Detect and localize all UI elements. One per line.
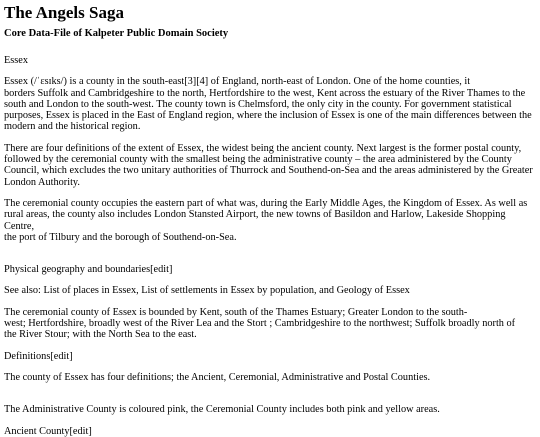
intro-line: purposes, Essex is placed in the East of England region, where the inclusion of Essex is one of the main differences between the [4,110,532,122]
intro-line: Essex (/ˈɛsɪks/) is a county in the south-east[3][4] of England, north-east of London. One of the home counties, it [4,76,471,88]
see-also-note: See also: List of places in Essex, List of settlements in Essex by population, and Geology of Essex [4,285,410,297]
section-heading-essex: Essex [4,55,29,66]
definitions-line: There are four definitions of the extent of Essex, the widest being the ancient county. Next largest is the former postal county, [4,142,522,154]
ceremonial-paragraph [4,198,536,243]
spacer [4,393,536,404]
intro-line: borders Suffolk and Cambridgeshire to the north, Hertfordshire to the west, Kent across the estuary of the River Thames to the [4,87,526,99]
boundaries-line: west; Hertfordshire, broadly west of the River Lea and the Stort ; Cambridgeshire to the northwest; Suffolk broadly north of [4,318,516,330]
intro-line: modern and the historical region. [4,121,141,133]
document-subtitle: Core Data-File of Kalpeter Public Domain Society [4,28,229,39]
four-definitions-paragraph: The county of Essex has four definitions; the Ancient, Ceremonial, Administrative and Postal Counties. [4,371,431,383]
definitions-line: London Authority. [4,176,80,188]
boundaries-line: the River Stour; with the North Sea to the east. [4,329,197,341]
ceremonial-line: rural areas, the county also includes London Stansted Airport, the new towns of Basildon and Harlow, Lakeside Shopping Centre, [4,209,506,232]
ceremonial-line: the port of Tilbury and the borough of Southend-on-Sea. [4,231,237,243]
section-heading-ancient-county: Ancient County[edit] [4,425,92,437]
spacer [4,253,536,264]
boundaries-line: The ceremonial county of Essex is bounded by Kent, south of the Thames Estuary; Greater London to the south- [4,306,468,318]
section-heading-definitions: Definitions[edit] [4,350,73,362]
definitions-paragraph [4,143,536,188]
boundaries-paragraph [4,307,536,341]
intro-line: south and London to the south-west. The county town is Chelmsford, the only city in the county. For government statistical [4,98,512,110]
definitions-line: Council, which excludes the two unitary authorities of Thurrock and Southend-on-Sea and the areas administered by the Greater [4,165,533,177]
definitions-line: followed by the ceremonial county with the smallest being the administrative county – the area administered by the County [4,154,512,166]
document-title: The Angels Saga [4,3,124,22]
intro-paragraph [4,76,536,132]
section-heading-geography: Physical geography and boundaries[edit] [4,264,173,276]
map-caption-paragraph: The Administrative County is coloured pink, the Ceremonial County includes both pink and yellow areas. [4,404,440,416]
ceremonial-line: The ceremonial county occupies the eastern part of what was, during the Early Middle Ages, the Kingdom of Essex. As well as [4,197,528,209]
